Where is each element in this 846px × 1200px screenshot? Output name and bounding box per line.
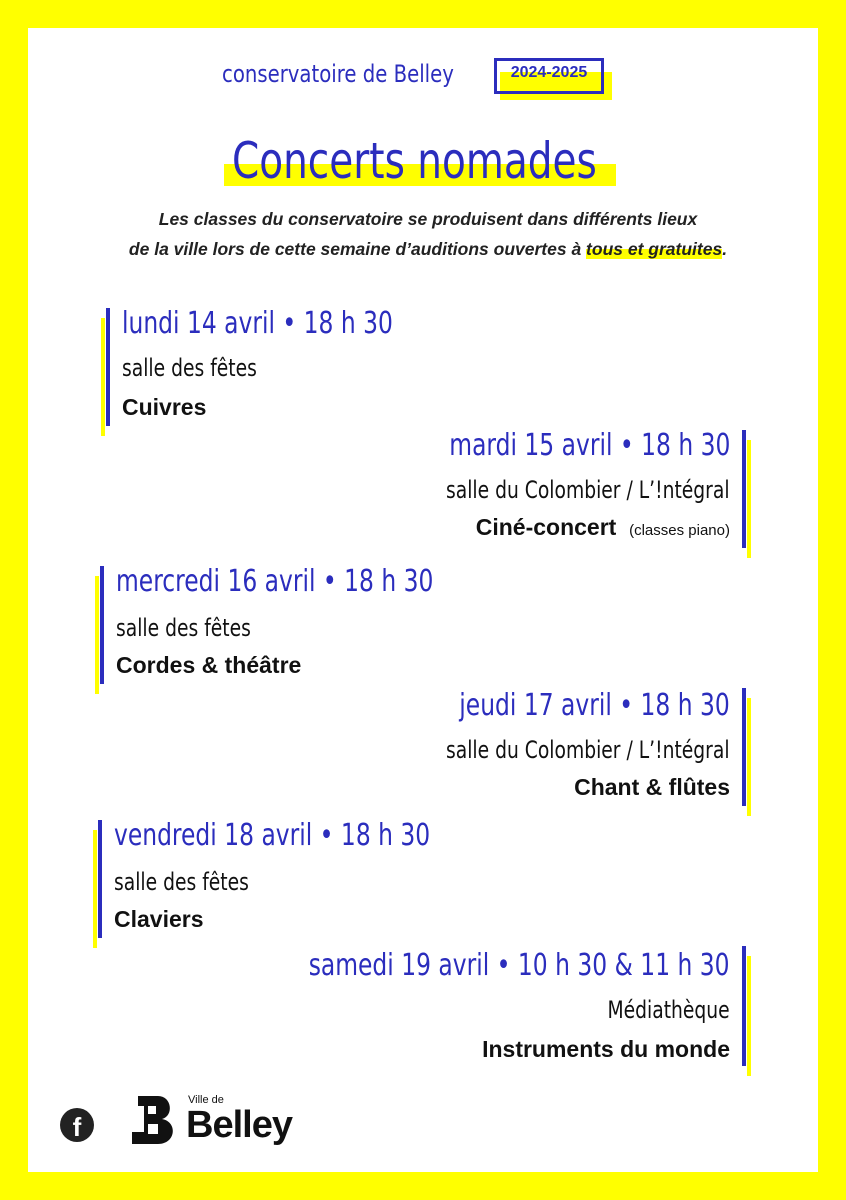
event-thursday	[108, 688, 746, 806]
belley-logo-icon	[128, 1092, 180, 1148]
event-date: mardi 15 avril • 18 h 30	[448, 428, 730, 463]
event-venue: salle des fêtes	[122, 354, 257, 382]
event-date: samedi 19 avril • 10 h 30 & 11 h 30	[309, 948, 730, 983]
event-bar	[100, 566, 104, 684]
event-accent-bar	[101, 318, 105, 436]
event-saturday	[108, 946, 746, 1066]
event-venue: Médiathèque	[607, 996, 730, 1024]
event-friday	[98, 820, 746, 938]
event-accent-bar	[93, 830, 97, 948]
event-date: lundi 14 avril • 18 h 30	[122, 306, 393, 341]
event-venue: salle des fêtes	[114, 868, 249, 896]
event-program	[122, 394, 206, 421]
poster	[28, 28, 818, 1172]
logo-name: Belley	[186, 1104, 292, 1146]
event-monday	[106, 308, 746, 426]
event-program	[116, 652, 301, 679]
intro-line-2-end: .	[722, 239, 728, 259]
event-accent-bar	[747, 698, 751, 816]
intro-text	[68, 204, 788, 264]
event-accent-bar	[747, 440, 751, 558]
event-note: (classes piano)	[629, 522, 730, 539]
event-program-name: Cordes & théâtre	[116, 652, 302, 678]
event-program	[574, 774, 730, 801]
event-bar	[742, 430, 746, 548]
logo-subtitle: Ville de	[188, 1094, 224, 1106]
event-accent-bar	[747, 956, 751, 1076]
event-bar	[742, 946, 746, 1066]
event-wednesday	[100, 566, 746, 684]
event-venue: salle des fêtes	[116, 614, 251, 642]
event-program-name: Claviers	[114, 906, 204, 932]
event-program	[114, 906, 204, 933]
event-date: jeudi 17 avril • 18 h 30	[459, 688, 730, 723]
event-bar	[98, 820, 102, 938]
event-tuesday	[108, 430, 746, 548]
facebook-icon[interactable]: f	[60, 1108, 94, 1142]
event-bar	[106, 308, 110, 426]
event-program-name: Instruments du monde	[482, 1036, 730, 1062]
intro-line-2-start: de la ville lors de cette semaine d’auditions ouvertes à	[128, 239, 587, 259]
event-program-name: Chant & flûtes	[574, 774, 730, 800]
event-program	[482, 1036, 730, 1063]
page-title: Concerts nomades	[232, 132, 597, 190]
season-label: 2024-2025	[510, 64, 588, 81]
event-program-name: Cuivres	[122, 394, 207, 420]
event-accent-bar	[95, 576, 99, 694]
event-program-name: Ciné-concert	[475, 514, 617, 540]
event-date: mercredi 16 avril • 18 h 30	[116, 564, 434, 599]
event-program	[476, 514, 730, 541]
event-bar	[742, 688, 746, 806]
intro-line-1: Les classes du conservatoire se produisent dans différents lieux	[158, 209, 698, 229]
event-venue: salle du Colombier / L’!ntégral	[446, 736, 730, 764]
event-date: vendredi 18 avril • 18 h 30	[114, 818, 431, 853]
intro-line-2	[68, 234, 788, 264]
organization-name: conservatoire de Belley	[222, 60, 454, 88]
intro-highlight: tous et gratuites	[586, 239, 723, 259]
event-venue: salle du Colombier / L’!ntégral	[446, 476, 730, 504]
